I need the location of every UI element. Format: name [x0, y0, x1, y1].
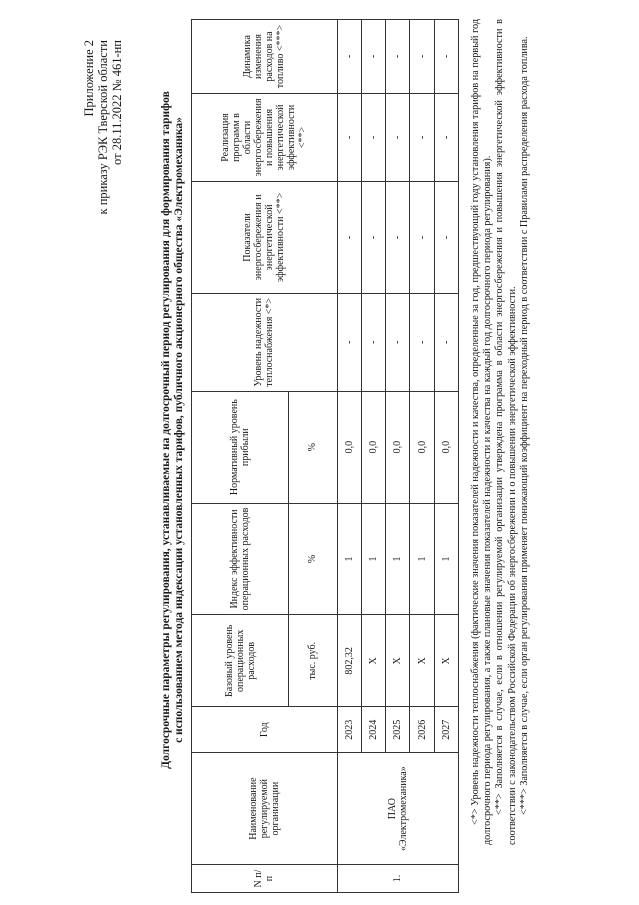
cell-org: ПАО «Электромеханика» [337, 753, 458, 865]
header-profit: Нормативный уровень прибыли [192, 391, 289, 503]
cell-program: - [361, 94, 385, 182]
cell-reliability: - [361, 293, 385, 391]
cell-base: Х [386, 615, 410, 707]
cell-energy: - [386, 181, 410, 293]
cell-fuel: - [434, 20, 458, 94]
footnote-2: <**> Заполняется в случае, если в отношении регулируемой организации утверждена программа в области энергосбережения и повышения энергетической эффективности в соответствии с законодательством Российской Федерации об энергосбережении и о повышении энергетической эффективности. [494, 19, 518, 845]
cell-index: 1 [410, 503, 434, 615]
cell-year: 2024 [361, 707, 385, 753]
cell-program: - [410, 94, 434, 182]
cell-index: 1 [337, 503, 361, 615]
title-line-2: с использованием метода индексации установленных тарифов, публичного акционерного общества «Электромеханика» [173, 117, 185, 743]
cell-program: - [434, 94, 458, 182]
cell-profit: 0,0 [337, 391, 361, 503]
footnote-1: <*> Уровень надежности теплоснабжения (фактические значения показателей надежности и качества, определенные за год, предшествующий году установления тарифов на первый год долгосрочного периода регулирования, а также плановые значения показателей надежности и качества на каждый год долгосрочного периода регулирования). [470, 19, 494, 845]
header-fuel: Динамика изменения расходов на топливо <***> [192, 20, 338, 94]
unit-profit: % [289, 391, 338, 503]
cell-profit: 0,0 [386, 391, 410, 503]
footnotes [470, 19, 531, 845]
header-num: N п/п [192, 865, 338, 893]
title-line-1: Долгосрочные параметры регулирования, устанавливаемые на долгосрочный период регулирования для формирования тарифов [160, 91, 172, 769]
cell-energy: - [337, 181, 361, 293]
cell-profit: 0,0 [434, 391, 458, 503]
header-index: Индекс эффективности операционных расходов [192, 503, 289, 615]
cell-base: Х [410, 615, 434, 707]
cell-index: 1 [361, 503, 385, 615]
cell-program: - [337, 94, 361, 182]
header-year: Год [192, 707, 338, 753]
table-row [337, 20, 361, 893]
cell-profit: 0,0 [361, 391, 385, 503]
cell-reliability: - [337, 293, 361, 391]
header-org: Наименование регулируемой организации [192, 753, 338, 865]
unit-index: % [289, 503, 338, 615]
cell-energy: - [361, 181, 385, 293]
cell-fuel: - [410, 20, 434, 94]
appendix-order: к приказу РЭК Тверской области [96, 40, 110, 215]
cell-num: 1. [337, 865, 458, 893]
document-title [160, 85, 186, 775]
cell-energy: - [410, 181, 434, 293]
cell-index: 1 [434, 503, 458, 615]
cell-reliability: - [410, 293, 434, 391]
cell-base: 802,32 [337, 615, 361, 707]
header-energy: Показатели энергосбережения и энергетической эффективности <**> [192, 181, 338, 293]
header-base: Базовый уровень операционных расходов [192, 615, 289, 707]
cell-fuel: - [337, 20, 361, 94]
unit-base: тыс. руб. [289, 615, 338, 707]
cell-reliability: - [386, 293, 410, 391]
cell-reliability: - [434, 293, 458, 391]
appendix-date: от 28.11.2022 № 461-нп [110, 40, 124, 165]
cell-base: Х [434, 615, 458, 707]
parameters-table [191, 19, 459, 893]
header-reliability: Уровень надежности теплоснабжения <*> [192, 293, 338, 391]
header-program: Реализация программ в области энергосбережения и повышения энергетической эффективности <**> [192, 94, 338, 182]
appendix-header [82, 40, 124, 360]
footnote-3: <***> Заполняется в случае, если орган регулирования применяет понижающий коэффициент на переходный период в соответствии с Правилами распределения расхода топлива. [518, 36, 530, 815]
table-header-row [192, 20, 289, 893]
cell-profit: 0,0 [410, 391, 434, 503]
cell-fuel: - [386, 20, 410, 94]
cell-year: 2025 [386, 707, 410, 753]
cell-energy: - [434, 181, 458, 293]
cell-year: 2027 [434, 707, 458, 753]
cell-index: 1 [386, 503, 410, 615]
cell-year: 2026 [410, 707, 434, 753]
cell-year: 2023 [337, 707, 361, 753]
cell-fuel: - [361, 20, 385, 94]
cell-base: Х [361, 615, 385, 707]
cell-program: - [386, 94, 410, 182]
appendix-label: Приложение 2 [82, 40, 96, 117]
